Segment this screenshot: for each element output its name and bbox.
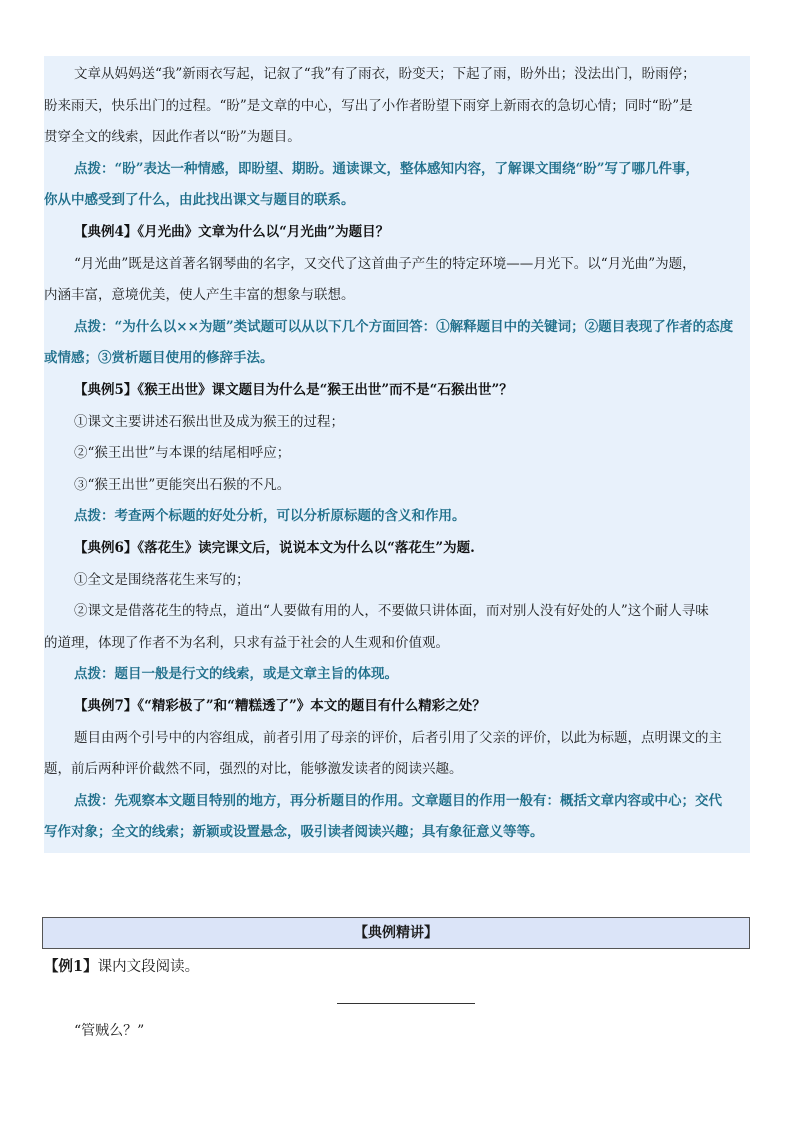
text-line: 点拨：题目一般是行文的线索，或是文章主旨的体现。 <box>74 666 398 683</box>
text-line: ①全文是围绕落花生来写的； <box>74 571 250 588</box>
text-line: 点拨：“盼”表达一种情感，即盼望、期盼。通读课文，整体感知内容，了解课文围绕“盼”写了哪几件事， <box>74 160 700 177</box>
text-line: 题，前后两种评价截然不同，强烈的对比，能够激发读者的阅读兴趣。 <box>44 761 463 778</box>
text-line: 【典例4】《月光曲》文章为什么以“月光曲”为题目？ <box>74 224 390 240</box>
text-line: 点拨：先观察本文题目特别的地方，再分析题目的作用。文章题目的作用一般有：概括文章内容或中心；交代 <box>74 792 722 809</box>
text-line: ②“猴王出世”与本课的结尾相呼应； <box>74 445 291 462</box>
example-1-tag: 【例1】 <box>44 958 98 975</box>
text-line: 文章从妈妈送“我”新雨衣写起，记叙了“我”有了雨衣，盼变天；下起了雨，盼外出；没法出门，盼雨停； <box>74 66 696 82</box>
text-line: 点拨：考查两个标题的好处分析，可以分析原标题的含义和作用。 <box>74 508 466 525</box>
text-line: 的道理，体现了作者不为名利，只求有益于社会的人生观和价值观。 <box>44 634 449 651</box>
text-line: 内涵丰富，意境优美，使人产生丰富的想象与联想。 <box>44 287 355 304</box>
text-line: ①课文主要讲述石猴出世及成为猴王的过程； <box>74 413 344 430</box>
text-line: 【典例7】《“精彩极了”和“糟糕透了”》本文的题目有什么精彩之处？ <box>74 698 486 714</box>
title-blank-line <box>337 1003 475 1004</box>
text-line: 题目由两个引号中的内容组成，前者引用了母亲的评价，后者引用了父亲的评价，以此为标题，点明课文的主 <box>74 729 722 746</box>
example-1-heading <box>44 953 199 981</box>
section-banner: 【典例精讲】 <box>42 917 750 949</box>
text-line: ③“猴王出世”更能突出石猴的不凡。 <box>74 476 291 493</box>
text-line: 【典例6】《落花生》读完课文后，说说本文为什么以“落花生”为题. <box>74 540 475 556</box>
text-line: 【典例5】《猴王出世》课文题目为什么是“猴王出世”而不是“石猴出世”？ <box>74 382 513 398</box>
text-line: “月光曲”既是这首著名钢琴曲的名字，又交代了这首曲子产生的特定环境——月光下。以“月光曲”为题， <box>74 255 696 272</box>
content-panel <box>44 56 750 853</box>
quote-line: “管贼么？” <box>74 1023 145 1039</box>
example-1-text: 课内文段阅读。 <box>97 959 200 975</box>
text-line: 点拨：“为什么以××为题”类试题可以从以下几个方面回答：①解释题目中的关键词；②题目表现了作者的态度 <box>74 318 734 335</box>
text-line: 贯穿全文的线索，因此作者以“盼”为题目。 <box>44 129 301 146</box>
text-line: 写作对象；全文的线索；新颖或设置悬念，吸引读者阅读兴趣；具有象征意义等等。 <box>44 824 544 841</box>
text-line: ②课文是借落花生的特点，道出“人要做有用的人，不要做只讲体面，而对别人没有好处的人”这个耐人寻味 <box>74 603 709 620</box>
text-line: 盼来雨天，快乐出门的过程。“盼”是文章的中心，写出了小作者盼望下雨穿上新雨衣的急切心情；同时“盼”是 <box>44 97 693 114</box>
text-line: 你从中感受到了什么，由此找出课文与题目的联系。 <box>44 192 355 209</box>
text-line: 或情感；③赏析题目使用的修辞手法。 <box>44 350 274 367</box>
